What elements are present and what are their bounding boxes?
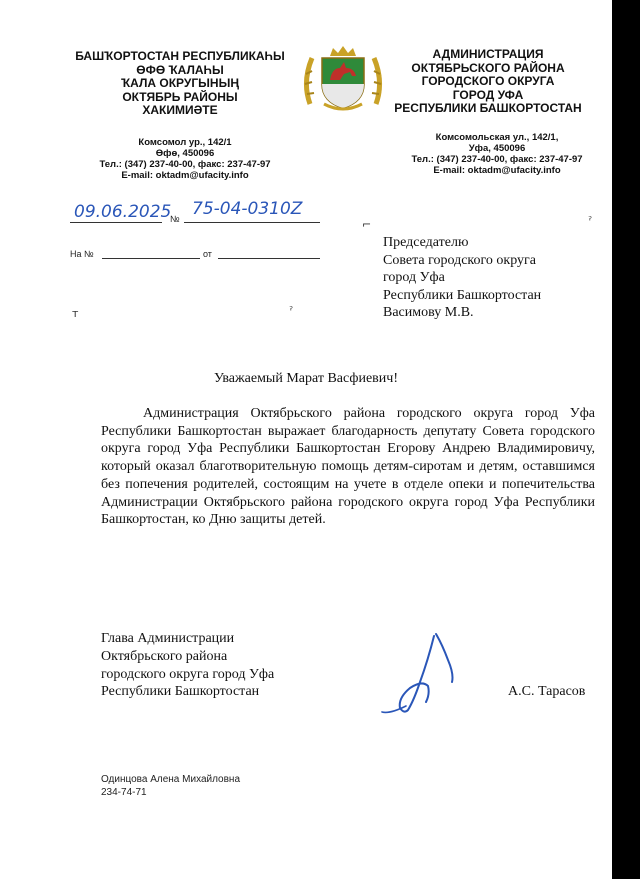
signature-title-line: Октябрьского района bbox=[101, 648, 228, 664]
header-left-line: ҠАЛА ОКРУГЫНЫҢ bbox=[121, 76, 239, 90]
addressee-block bbox=[383, 234, 541, 322]
address-line: Өфө, 450096 bbox=[155, 148, 215, 159]
header-right-line: ОКТЯБРЬСКОГО РАЙОНА bbox=[411, 60, 565, 75]
corner-mark: ⌐ bbox=[362, 218, 372, 231]
address-line: Комсомольская ул., 142/1, bbox=[435, 132, 559, 143]
signer-name: А.С. Тарасов bbox=[508, 684, 586, 699]
coat-of-arms-emblem bbox=[300, 44, 386, 114]
address-bashkir bbox=[80, 137, 290, 181]
signature-title-line: Глава Администрации bbox=[101, 631, 235, 646]
address-line: E-mail: oktadm@ufacity.info bbox=[121, 170, 249, 181]
executor-name: Одинцова Алена Михайловна bbox=[101, 774, 241, 785]
addressee-line: Председателю bbox=[383, 235, 469, 250]
greeting: Уважаемый Марат Васфиевич! bbox=[214, 371, 398, 386]
executor-info bbox=[101, 774, 240, 799]
addressee-line: Республики Башкортостан bbox=[383, 287, 542, 303]
corner-mark: т bbox=[72, 307, 79, 320]
header-right-line: ГОРОД УФА bbox=[452, 87, 524, 102]
address-russian bbox=[392, 132, 602, 176]
header-right-line: РЕСПУБЛИКИ БАШКОРТОСТАН bbox=[394, 101, 582, 115]
header-left-line: БАШҠОРТОСТАН РЕСПУБЛИКАҺЫ bbox=[75, 49, 285, 63]
address-line: Уфа, 450096 bbox=[468, 143, 526, 154]
registration-number: 75-04-0310Z bbox=[192, 199, 303, 219]
executor-phone: 234-74-71 bbox=[101, 786, 147, 798]
signature-title-block bbox=[101, 630, 274, 701]
number-sign: № bbox=[170, 214, 180, 224]
registration-date: 09.06.2025 bbox=[74, 202, 172, 222]
header-right-line: ГОРОДСКОГО ОКРУГА bbox=[421, 74, 555, 88]
header-right-line: АДМИНИСТРАЦИЯ bbox=[432, 47, 544, 61]
reference-label: На № bbox=[70, 249, 94, 259]
header-russian bbox=[388, 48, 588, 116]
number-underline bbox=[184, 222, 320, 223]
signature-title-line: Республики Башкортостан bbox=[101, 684, 260, 700]
addressee-line: Совета городского округа bbox=[383, 252, 536, 268]
handwritten-signature bbox=[370, 630, 480, 720]
header-left-line: ХАКИМИӘТЕ bbox=[142, 103, 218, 117]
address-line: Тел.: (347) 237-40-00, факс: 237-47-97 bbox=[99, 159, 271, 170]
address-line: Комсомол ур., 142/1 bbox=[138, 137, 232, 148]
letter-body: Администрация Октябрьского района городского округа город Уфа Республики Башкортостан выражает благодарность депутату Совета городского округа город Уфа Республики Башкортостан Егорову Андрею Владимировичу, который оказал благотворительную помощь детям-сиротам и детям, оставшимся без попечения родителей, состоящим на учете в отделе опеки и попечительства Администрации Октябрьского района городского округа город Уфа Республики Башкортостан, ко Дню защиты детей. bbox=[101, 406, 595, 528]
from-label: от bbox=[203, 249, 212, 259]
date-underline bbox=[70, 222, 162, 223]
addressee-line: Васимову М.В. bbox=[383, 305, 474, 320]
address-line: Тел.: (347) 237-40-00, факс: 237-47-97 bbox=[411, 154, 583, 165]
addressee-line: город Уфа bbox=[383, 270, 445, 285]
address-line: E-mail: oktadm@ufacity.info bbox=[433, 165, 561, 176]
from-underline bbox=[218, 258, 320, 259]
header-left-line: ОКТЯБРЬ РАЙОНЫ bbox=[122, 89, 238, 104]
corner-mark: ˀ bbox=[289, 304, 294, 317]
header-bashkir bbox=[60, 50, 300, 118]
reference-underline bbox=[102, 258, 200, 259]
header-left-line: ӨФӨ ҠАЛАҺЫ bbox=[136, 62, 224, 77]
corner-mark: ˀ bbox=[588, 214, 593, 227]
signature-title-line: городского округа город Уфа bbox=[101, 666, 275, 682]
